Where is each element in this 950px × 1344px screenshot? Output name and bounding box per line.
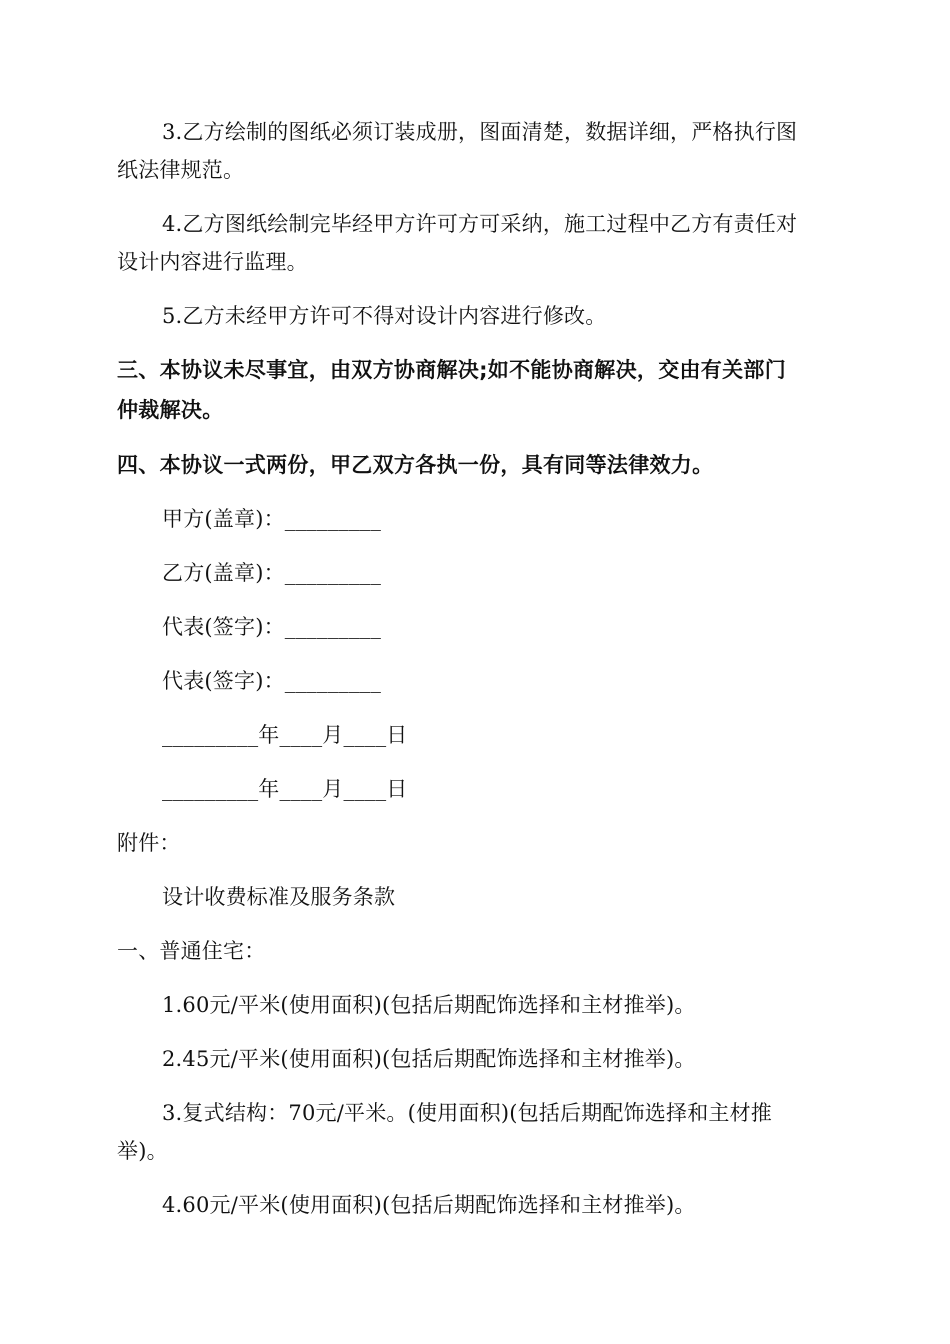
fee-item-2: 2.45元/平米(使用面积)(包括后期配饰选择和主材推举)。 [162, 1047, 696, 1071]
section-3-heading-line-2: 仲裁解决。 [117, 398, 224, 422]
party-a-seal-line: 甲方(盖章)：_________ [162, 507, 382, 531]
section-4-heading: 四、本协议一式两份，甲乙双方各执一份，具有同等法律效力。 [117, 453, 714, 477]
attachment-title: 设计收费标准及服务条款 [162, 885, 396, 909]
party-b-seal-line: 乙方(盖章)：_________ [162, 561, 382, 585]
clause-3-line-2: 纸法律规范。 [117, 158, 245, 182]
fee-item-3-line-1: 3.复式结构：70元/平米。(使用面积)(包括后期配饰选择和主材推 [162, 1101, 773, 1125]
representative-sign-line-1: 代表(签字)：_________ [162, 615, 382, 639]
section-3-heading-line-1: 三、本协议未尽事宜，由双方协商解决;如不能协商解决，交由有关部门 [117, 358, 786, 382]
clause-5: 5.乙方未经甲方许可不得对设计内容进行修改。 [162, 304, 607, 328]
date-line-1: _________年____月____日 [162, 723, 408, 747]
clause-3-line-1: 3.乙方绘制的图纸必须订装成册，图面清楚，数据详细，严格执行图 [162, 120, 798, 144]
date-line-2: _________年____月____日 [162, 777, 408, 801]
fee-item-3-line-2: 举)。 [117, 1139, 168, 1163]
fee-item-4: 4.60元/平米(使用面积)(包括后期配饰选择和主材推举)。 [162, 1193, 696, 1217]
attachment-label: 附件： [117, 831, 181, 855]
fee-item-1: 1.60元/平米(使用面积)(包括后期配饰选择和主材推举)。 [162, 993, 696, 1017]
residential-heading: 一、普通住宅： [117, 939, 266, 963]
clause-4-line-1: 4.乙方图纸绘制完毕经甲方许可方可采纳，施工过程中乙方有责任对 [162, 212, 798, 236]
clause-4-line-2: 设计内容进行监理。 [117, 250, 308, 274]
representative-sign-line-2: 代表(签字)：_________ [162, 669, 382, 693]
